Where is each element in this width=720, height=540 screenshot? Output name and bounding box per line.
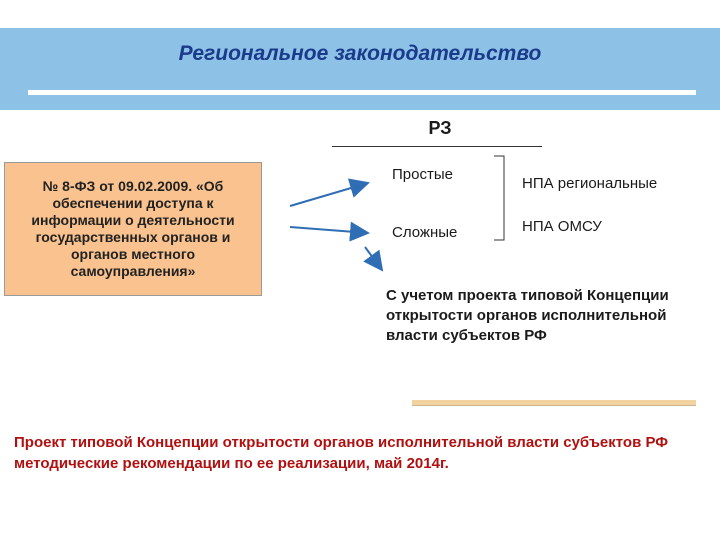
concept-note: С учетом проекта типовой Концепции открытости органов исполнительной власти субъектов РФ [386, 287, 669, 344]
separator-line [412, 405, 696, 406]
arrow-to-note [365, 247, 382, 270]
act-omsu: НПА ОМСУ [522, 218, 602, 235]
type-complex: Сложные [392, 224, 458, 241]
law-box-text: № 8-ФЗ от 09.02.2009. «Об обеспечении доступа к информации о деятельности государственных органов и органов местного самоуправления» [31, 178, 235, 279]
arrow-to-complex [290, 227, 368, 233]
bracket [494, 156, 504, 240]
rz-label: РЗ [428, 118, 452, 138]
arrow-to-simple [290, 183, 368, 206]
act-regional: НПА региональные [522, 175, 658, 192]
type-simple: Простые [392, 166, 453, 183]
page-title: Региональное законодательство [178, 42, 542, 65]
bottom-note: Проект типовой Концепции открытости органов исполнительной власти субъектов РФ методические рекомендации по ее реализации, май 2014г. [14, 434, 669, 472]
